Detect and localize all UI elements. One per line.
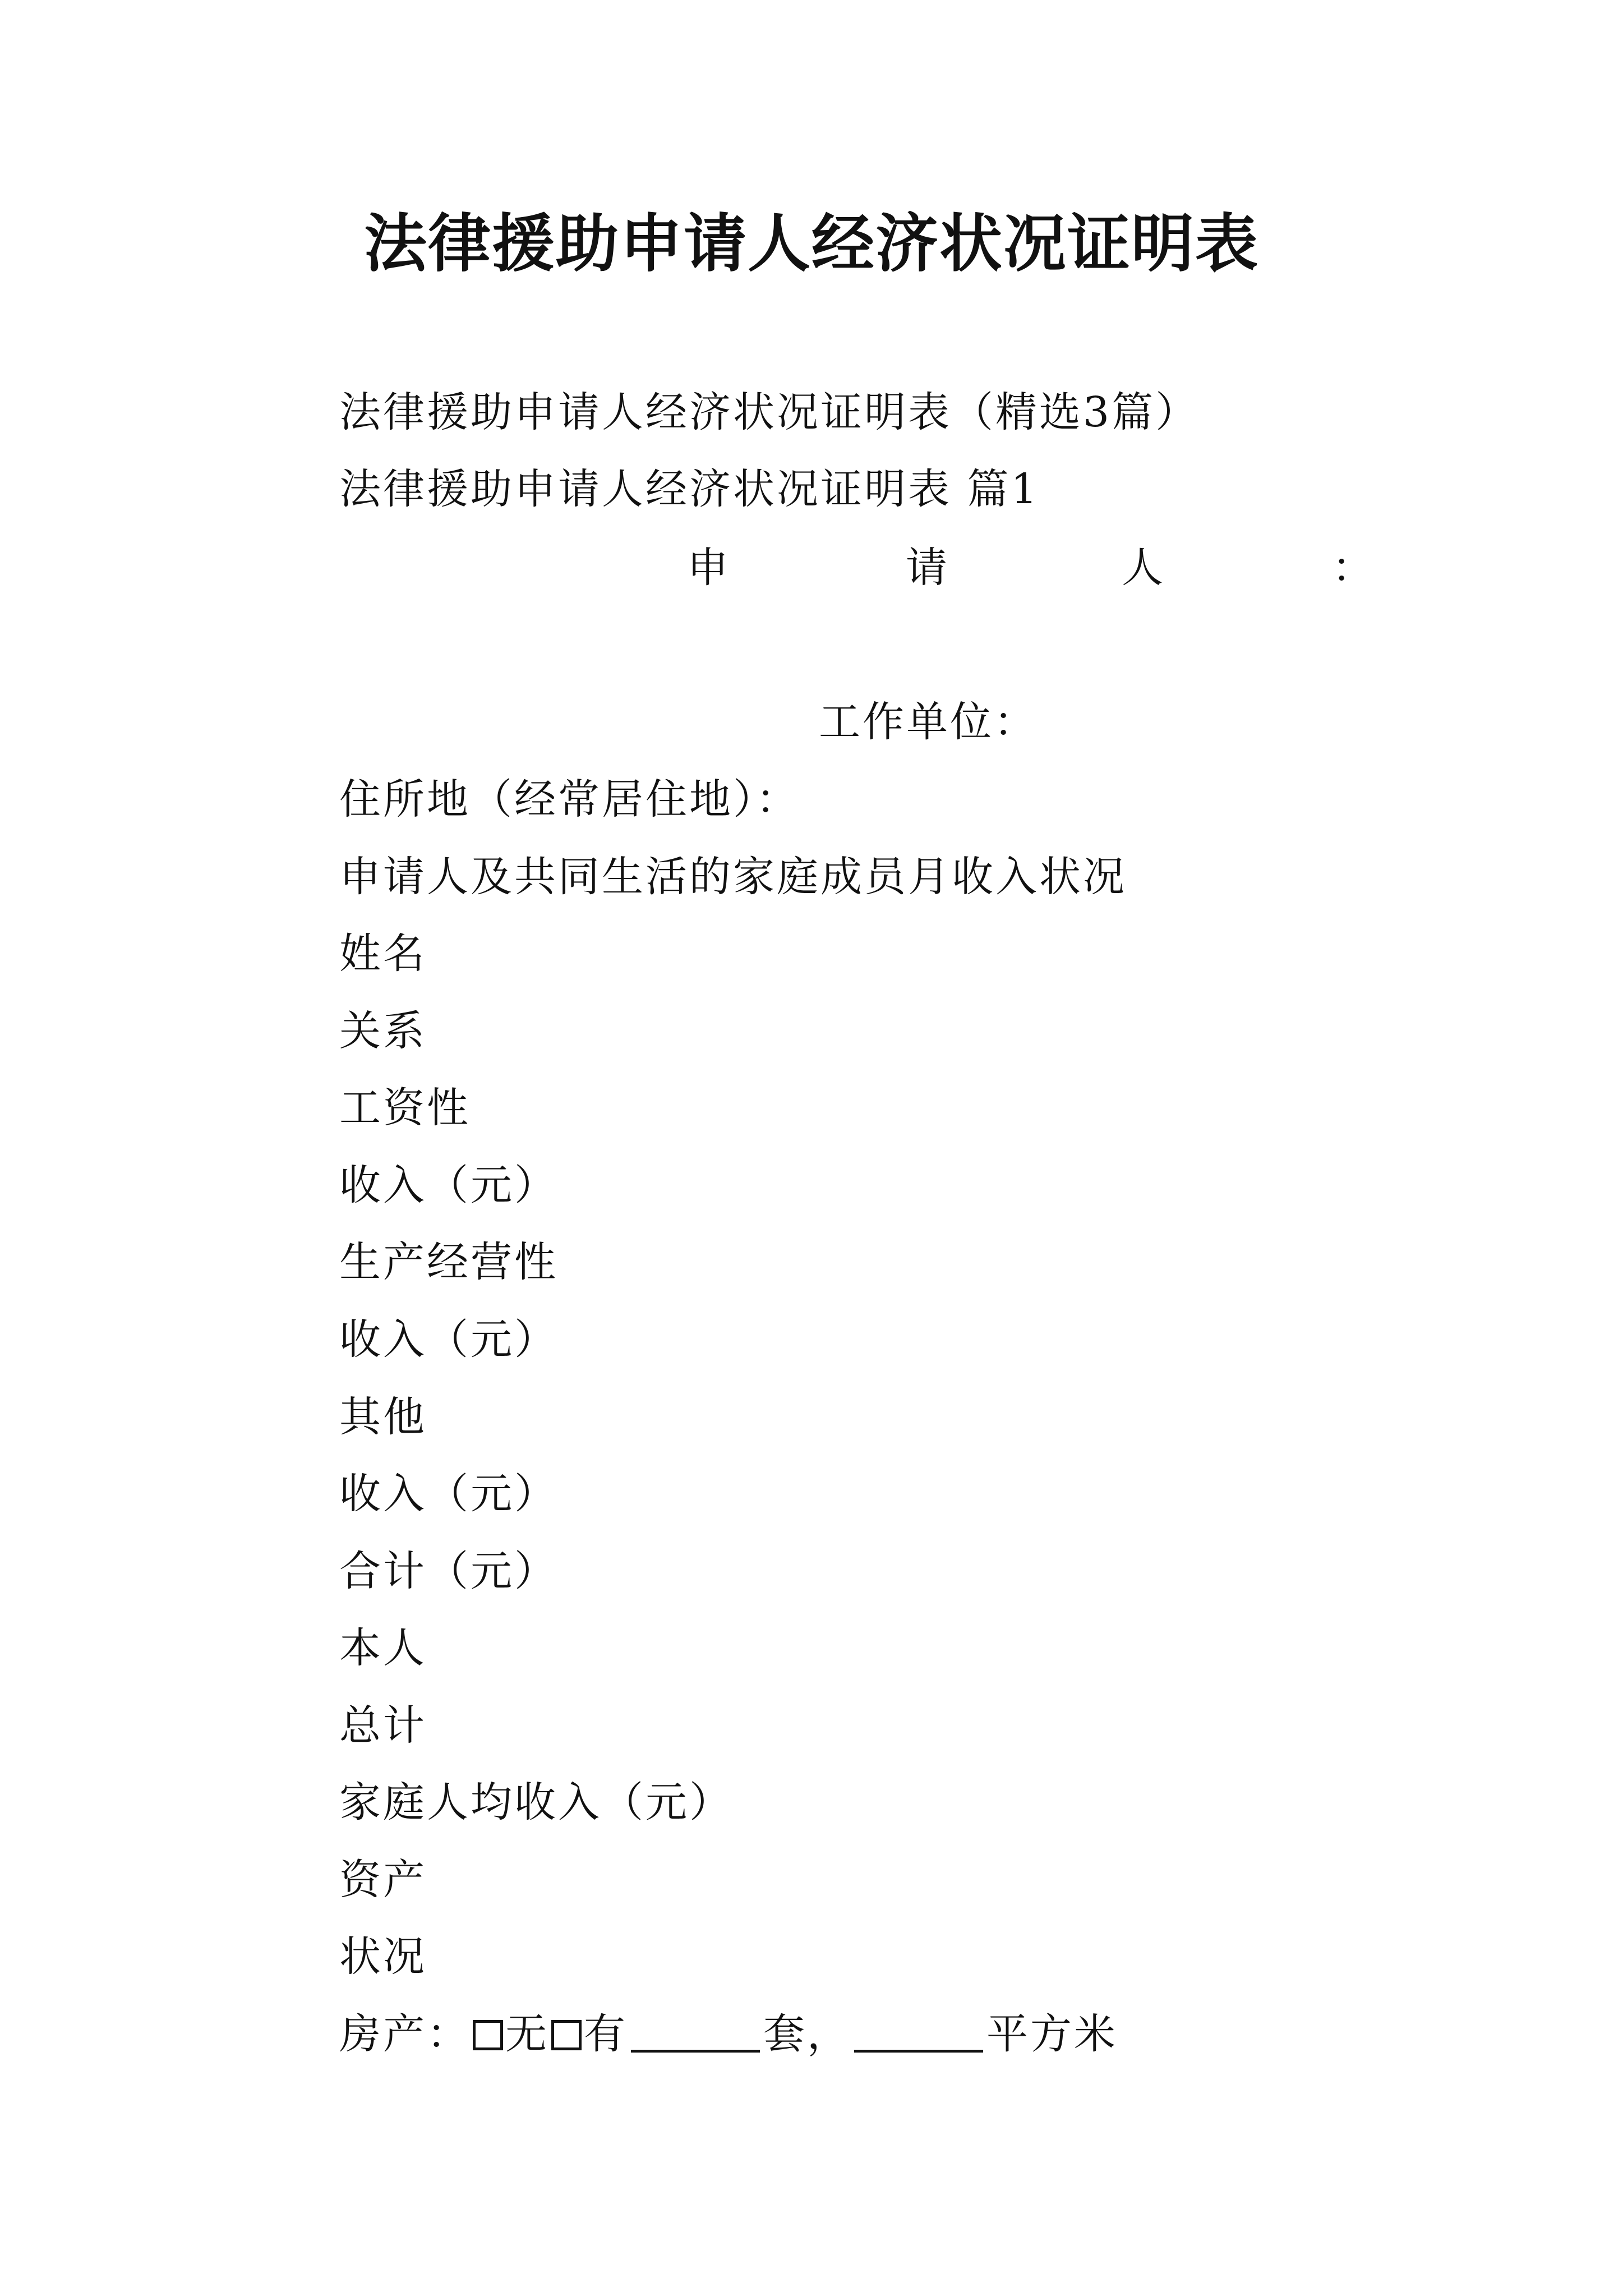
property-sets-blank[interactable]	[631, 2010, 760, 2053]
row-business: 生产经营性	[339, 1238, 558, 1286]
row-status: 状况	[339, 1932, 427, 1981]
property-line	[339, 2006, 1118, 2062]
property-has-label: 有	[584, 2010, 628, 2058]
applicant-label-colon: ：	[1332, 544, 1373, 592]
applicant-label-char-3: 人	[1122, 544, 1163, 592]
residence-label: 住所地（经常居住地）：	[339, 775, 800, 823]
row-wage: 工资性	[339, 1084, 471, 1132]
row-other-income: 收入（元）	[339, 1470, 558, 1518]
document-subtitle: 法律援助申请人经济状况证明表（精选3篇）	[339, 388, 1200, 436]
property-sets-unit: 套，	[763, 2010, 851, 2058]
row-assets: 资产	[339, 1856, 427, 1904]
row-other: 其他	[339, 1393, 427, 1441]
applicant-label-char-1: 申	[687, 544, 728, 592]
row-total: 总计	[339, 1701, 427, 1750]
applicant-label-char-2: 请	[906, 544, 947, 592]
row-self: 本人	[339, 1624, 427, 1672]
row-per-capita-income: 家庭人均收入（元）	[339, 1778, 733, 1826]
property-label: 房产：	[339, 2010, 471, 2058]
property-none-label: 无	[505, 2010, 549, 2058]
row-business-income: 收入（元）	[339, 1315, 558, 1364]
property-area-unit: 平方米	[986, 2010, 1118, 2058]
document-title: 法律援助申请人经济状况证明表	[364, 207, 1259, 280]
row-name: 姓名	[339, 930, 427, 978]
income-heading: 申请人及共同生活的家庭成员月收入状况	[339, 853, 1127, 901]
property-none-checkbox[interactable]	[473, 2020, 503, 2050]
property-has-checkbox[interactable]	[551, 2020, 582, 2050]
work-unit-label: 工作单位：	[819, 698, 1038, 746]
row-relation: 关系	[339, 1007, 427, 1055]
row-subtotal: 合计（元）	[339, 1547, 558, 1595]
property-area-blank[interactable]	[854, 2010, 983, 2053]
row-wage-income: 收入（元）	[339, 1161, 558, 1209]
section-heading: 法律援助申请人经济状况证明表 篇1	[339, 465, 1040, 513]
